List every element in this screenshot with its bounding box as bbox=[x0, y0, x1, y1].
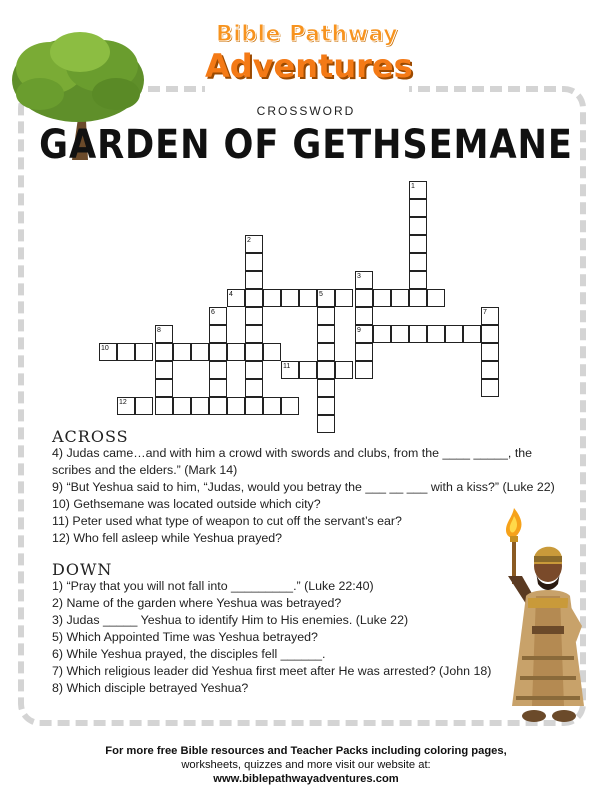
grid-cell[interactable] bbox=[355, 289, 373, 307]
grid-cell[interactable] bbox=[427, 289, 445, 307]
grid-cell[interactable] bbox=[281, 289, 299, 307]
across-clue: 11) Peter used what type of weapon to cut off the servant’s ear? bbox=[52, 514, 402, 528]
grid-cell[interactable] bbox=[191, 397, 209, 415]
grid-cell[interactable] bbox=[209, 325, 227, 343]
grid-cell[interactable] bbox=[409, 253, 427, 271]
footer-line2: worksheets, quizzes and more visit our website at: bbox=[181, 759, 431, 771]
grid-cell[interactable] bbox=[317, 343, 335, 361]
grid-cell[interactable] bbox=[317, 379, 335, 397]
grid-cell[interactable] bbox=[373, 325, 391, 343]
grid-cell[interactable] bbox=[445, 325, 463, 343]
grid-number: 12 bbox=[119, 399, 127, 406]
grid-number: 1 bbox=[411, 183, 415, 190]
footer bbox=[0, 744, 612, 786]
grid-cell[interactable] bbox=[335, 361, 353, 379]
grid-cell[interactable] bbox=[317, 307, 335, 325]
grid-cell[interactable] bbox=[481, 325, 499, 343]
grid-cell[interactable] bbox=[317, 361, 335, 379]
brand-line2: Adventures bbox=[205, 47, 413, 85]
brand-line1: Bible Pathway bbox=[215, 22, 399, 47]
grid-cell[interactable] bbox=[135, 343, 153, 361]
grid-cell[interactable] bbox=[209, 361, 227, 379]
grid-cell[interactable] bbox=[155, 397, 173, 415]
grid-number: 6 bbox=[211, 309, 215, 316]
grid-number: 4 bbox=[229, 291, 233, 298]
down-clue: 7) Which religious leader did Yeshua first meet after He was arrested? (John 18) bbox=[52, 664, 492, 678]
grid-cell[interactable] bbox=[481, 343, 499, 361]
grid-cell[interactable] bbox=[155, 343, 173, 361]
grid-cell[interactable] bbox=[209, 397, 227, 415]
grid-number: 11 bbox=[283, 363, 291, 370]
grid-cell[interactable] bbox=[245, 343, 263, 361]
page-kicker: CROSSWORD bbox=[256, 104, 356, 118]
grid-cell[interactable] bbox=[263, 397, 281, 415]
grid-cell[interactable] bbox=[355, 361, 373, 379]
across-clue: 4) Judas came…and with him a crowd with swords and clubs, from the ____ _____, the scribes and the elders.” (Mark 14) bbox=[52, 446, 533, 477]
grid-cell[interactable] bbox=[355, 343, 373, 361]
grid-cell[interactable] bbox=[191, 343, 209, 361]
grid-cell[interactable] bbox=[317, 325, 335, 343]
grid-cell[interactable] bbox=[245, 289, 263, 307]
grid-cell[interactable] bbox=[245, 397, 263, 415]
grid-cell[interactable] bbox=[227, 343, 245, 361]
grid-cell[interactable] bbox=[355, 307, 373, 325]
grid-cell[interactable] bbox=[317, 397, 335, 415]
footer-line1: For more free Bible resources and Teacher Packs including coloring pages, bbox=[105, 745, 507, 757]
across-heading: ACROSS bbox=[52, 427, 129, 446]
down-clue: 5) Which Appointed Time was Yeshua betrayed? bbox=[52, 630, 318, 644]
down-clue: 2) Name of the garden where Yeshua was betrayed? bbox=[52, 596, 342, 610]
grid-number: 7 bbox=[483, 309, 487, 316]
grid-cell[interactable] bbox=[155, 379, 173, 397]
grid-cell[interactable] bbox=[335, 289, 353, 307]
grid-cell[interactable] bbox=[155, 361, 173, 379]
grid-cell[interactable] bbox=[245, 307, 263, 325]
grid-cell[interactable] bbox=[281, 397, 299, 415]
down-clue: 8) Which disciple betrayed Yeshua? bbox=[52, 681, 249, 695]
disciple-with-torch-illustration bbox=[492, 506, 602, 734]
grid-cell[interactable] bbox=[409, 199, 427, 217]
grid-cell[interactable] bbox=[117, 343, 135, 361]
grid-cell[interactable] bbox=[373, 289, 391, 307]
grid-cell[interactable] bbox=[463, 325, 481, 343]
grid-cell[interactable] bbox=[245, 325, 263, 343]
grid-cell[interactable] bbox=[263, 289, 281, 307]
website-link[interactable]: www.biblepathwayadventures.com bbox=[213, 773, 399, 785]
grid-number: 5 bbox=[319, 291, 323, 298]
grid-cell[interactable] bbox=[245, 253, 263, 271]
across-clue: 9) “But Yeshua said to him, “Judas, would you betray the ___ __ ___ with a kiss?” (Luke 22) bbox=[52, 480, 555, 494]
grid-cell[interactable] bbox=[299, 361, 317, 379]
grid-cell[interactable] bbox=[391, 289, 409, 307]
down-heading: DOWN bbox=[52, 560, 113, 579]
across-clue: 10) Gethsemane was located outside which city? bbox=[52, 497, 321, 511]
grid-cell[interactable] bbox=[227, 397, 245, 415]
grid-cell[interactable] bbox=[409, 325, 427, 343]
grid-number: 2 bbox=[247, 237, 251, 244]
grid-cell[interactable] bbox=[409, 217, 427, 235]
grid-cell[interactable] bbox=[409, 289, 427, 307]
grid-number: 9 bbox=[357, 327, 361, 334]
across-clue: 12) Who fell asleep while Yeshua prayed? bbox=[52, 531, 283, 545]
grid-cell[interactable] bbox=[135, 397, 153, 415]
grid-cell[interactable] bbox=[245, 271, 263, 289]
grid-cell[interactable] bbox=[245, 361, 263, 379]
grid-cell[interactable] bbox=[209, 343, 227, 361]
page-title: GARDEN OF GETHSEMANE bbox=[39, 122, 573, 168]
grid-cell[interactable] bbox=[209, 379, 227, 397]
grid-cell[interactable] bbox=[245, 379, 263, 397]
grid-cell[interactable] bbox=[409, 235, 427, 253]
grid-cell[interactable] bbox=[481, 361, 499, 379]
down-clue: 3) Judas _____ Yeshua to identify Him to His enemies. (Luke 22) bbox=[52, 613, 409, 627]
grid-cell[interactable] bbox=[173, 397, 191, 415]
down-clue: 6) While Yeshua prayed, the disciples fell ______. bbox=[52, 647, 326, 661]
down-clue: 1) “Pray that you will not fall into _________.” (Luke 22:40) bbox=[52, 579, 374, 593]
grid-cell[interactable] bbox=[481, 379, 499, 397]
grid-cell[interactable] bbox=[409, 271, 427, 289]
grid-cell[interactable] bbox=[263, 343, 281, 361]
grid-cell[interactable] bbox=[427, 325, 445, 343]
grid-number: 10 bbox=[101, 345, 109, 352]
grid-cell[interactable] bbox=[173, 343, 191, 361]
grid-number: 3 bbox=[357, 273, 361, 280]
grid-number: 8 bbox=[157, 327, 161, 334]
grid-cell[interactable] bbox=[299, 289, 317, 307]
grid-cell[interactable] bbox=[391, 325, 409, 343]
